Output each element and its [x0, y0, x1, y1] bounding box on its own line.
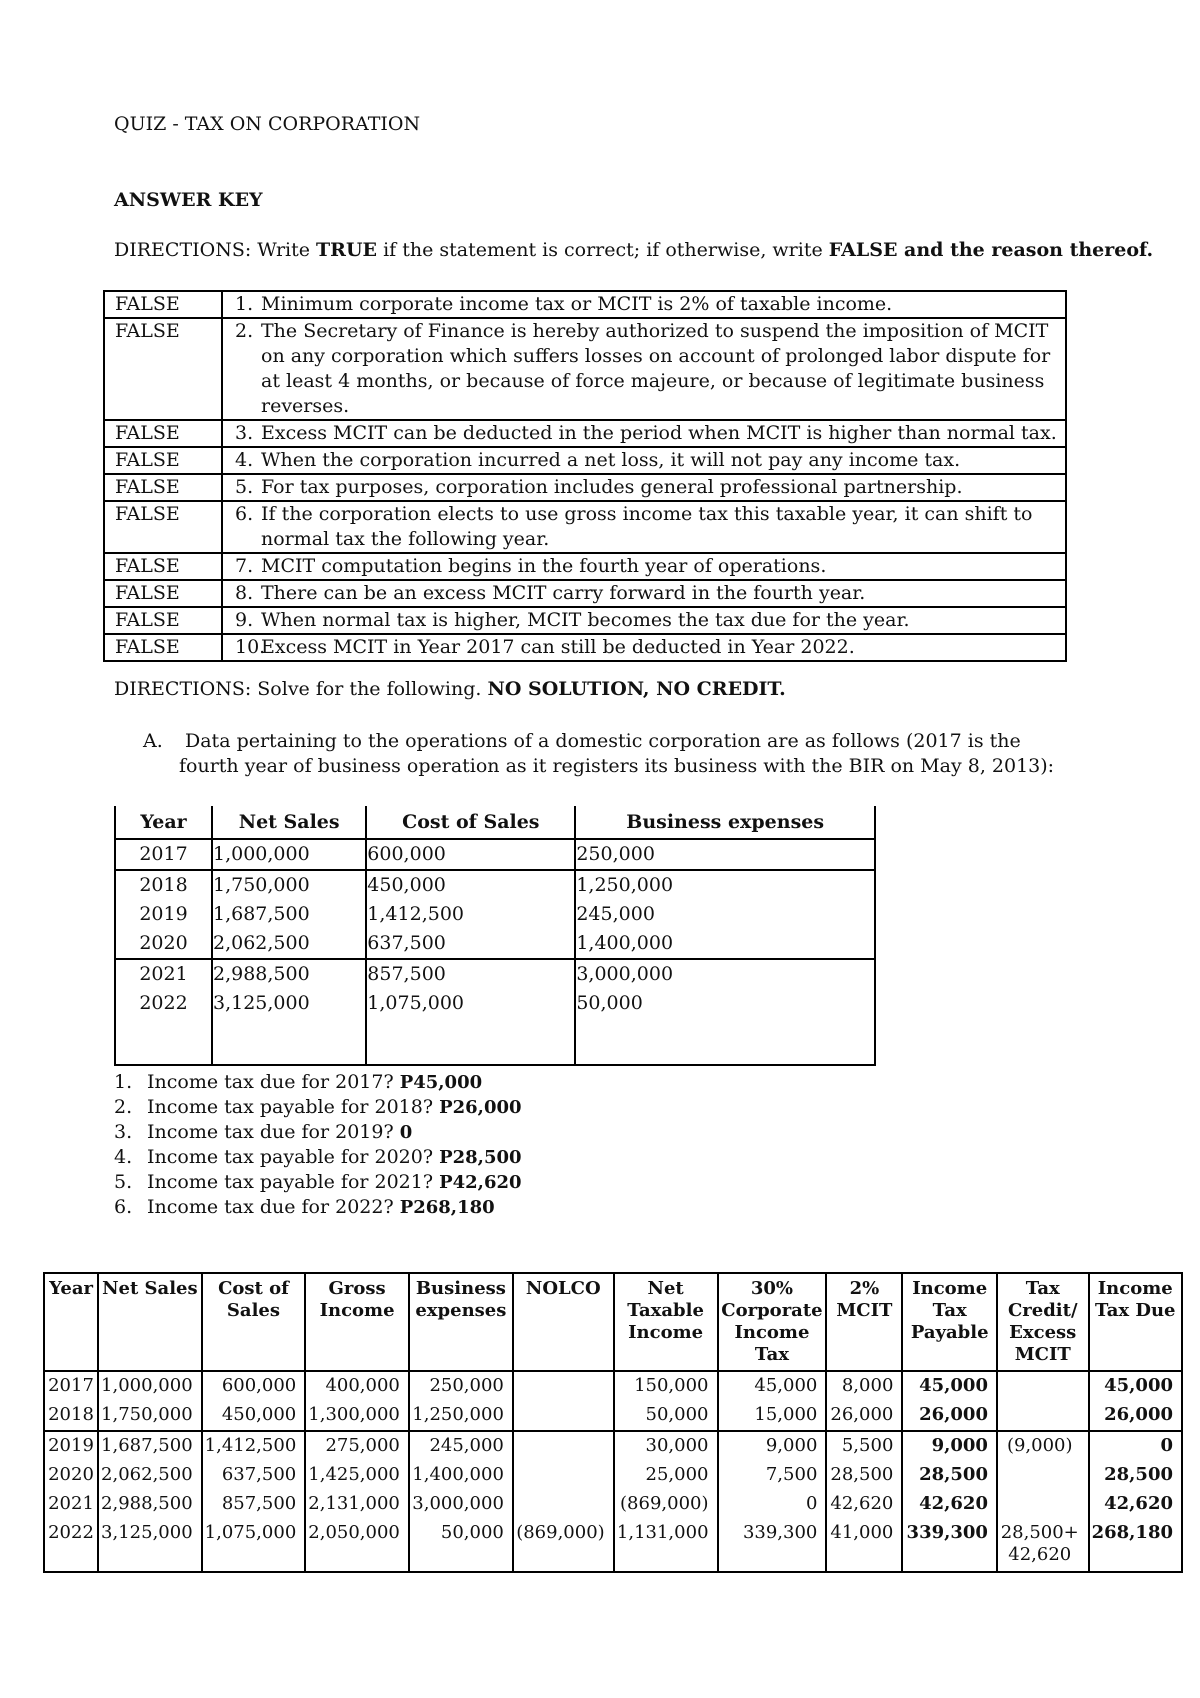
- data-table-cell: 1,412,500: [366, 900, 575, 929]
- data-table-cell: 2021: [115, 959, 212, 989]
- directions-2-prefix: DIRECTIONS: Solve for the following.: [114, 678, 488, 700]
- solution-cell: [513, 1431, 614, 1461]
- solution-header: Income Tax Payable: [902, 1273, 997, 1371]
- tf-answer: FALSE: [104, 420, 222, 447]
- tf-row: [104, 420, 1066, 447]
- question-number: 2.: [114, 1096, 133, 1118]
- solution-cell: 50,000: [409, 1519, 513, 1572]
- solution-cell: 45,000: [902, 1371, 997, 1401]
- solution-cell: 275,000: [305, 1431, 409, 1461]
- data-table-empty-row: [115, 1018, 875, 1065]
- solution-cell: 9,000: [718, 1431, 827, 1461]
- tf-number: 1.: [235, 293, 254, 315]
- tf-statement: [222, 474, 1066, 501]
- tf-number: 5.: [235, 476, 254, 498]
- tf-number: 4.: [235, 449, 254, 471]
- question-answer: P42,620: [439, 1172, 522, 1193]
- tf-number: 6.: [235, 503, 254, 525]
- tf-answer: FALSE: [104, 607, 222, 634]
- solution-cell: [513, 1490, 614, 1519]
- tf-row: [104, 318, 1066, 420]
- data-table-cell: 2,988,500: [212, 959, 366, 989]
- data-table-cell: 2020: [115, 929, 212, 959]
- tf-statement: [222, 553, 1066, 580]
- solution-cell: 30,000: [614, 1431, 718, 1461]
- tf-answer: FALSE: [104, 474, 222, 501]
- solution-cell: 42,620: [1089, 1490, 1182, 1519]
- solution-header: NOLCO: [513, 1273, 614, 1371]
- question-item: [114, 1195, 522, 1220]
- tf-row: [104, 291, 1066, 318]
- true-false-table: [103, 290, 1067, 662]
- solution-cell: 7,500: [718, 1461, 827, 1490]
- data-table-cell: 3,125,000: [212, 989, 366, 1018]
- tf-answer: FALSE: [104, 447, 222, 474]
- data-table-cell: 250,000: [575, 839, 875, 870]
- question-item: [114, 1120, 522, 1145]
- solution-cell: 1,425,000: [305, 1461, 409, 1490]
- solution-cell: 2020: [44, 1461, 98, 1490]
- solution-cell: 1,412,500: [202, 1431, 306, 1461]
- solution-row: [44, 1431, 1182, 1461]
- data-table-cell: 3,000,000: [575, 959, 875, 989]
- tf-text: Minimum corporate income tax or MCIT is 2% of taxable income.: [261, 293, 893, 315]
- data-table-header: Net Sales: [212, 806, 366, 839]
- tf-answer: FALSE: [104, 318, 222, 420]
- problem-a-text: [143, 729, 1083, 779]
- question-answer: 0: [399, 1122, 413, 1143]
- solution-cell: 2019: [44, 1431, 98, 1461]
- directions-1-false: FALSE and the reason thereof.: [828, 239, 1154, 261]
- question-number: 1.: [114, 1071, 133, 1093]
- tf-number: 7.: [235, 555, 254, 577]
- data-table-cell: 2017: [115, 839, 212, 870]
- solution-cell: 268,180: [1089, 1519, 1182, 1572]
- tf-answer: FALSE: [104, 501, 222, 553]
- tf-statement: [222, 447, 1066, 474]
- solution-header: Year: [44, 1273, 98, 1371]
- data-table-cell: 1,750,000: [212, 870, 366, 900]
- solution-cell: 26,000: [1089, 1401, 1182, 1431]
- tf-text: For tax purposes, corporation includes general professional partnership.: [261, 476, 963, 498]
- solution-cell: 2,131,000: [305, 1490, 409, 1519]
- solution-header: Income Tax Due: [1089, 1273, 1182, 1371]
- solution-row: [44, 1490, 1182, 1519]
- tf-number: 9.: [235, 609, 254, 631]
- question-text: Income tax payable for 2021?: [147, 1171, 440, 1193]
- solution-header: Business expenses: [409, 1273, 513, 1371]
- solution-cell: 339,300: [718, 1519, 827, 1572]
- data-table-cell: 1,000,000: [212, 839, 366, 870]
- solution-cell: 400,000: [305, 1371, 409, 1401]
- tf-text: Excess MCIT can be deducted in the period when MCIT is higher than normal tax.: [261, 422, 1057, 444]
- solution-cell: 42,620: [902, 1490, 997, 1519]
- solution-cell: 857,500: [202, 1490, 306, 1519]
- tf-number: 3.: [235, 422, 254, 444]
- solution-cell: 26,000: [902, 1401, 997, 1431]
- question-text: Income tax due for 2017?: [147, 1071, 400, 1093]
- tf-statement: [222, 580, 1066, 607]
- solution-cell: 2021: [44, 1490, 98, 1519]
- solution-cell: 1,750,000: [98, 1401, 202, 1431]
- solution-cell: 42,620: [826, 1490, 902, 1519]
- solution-row: [44, 1519, 1182, 1572]
- solution-cell: [513, 1461, 614, 1490]
- tf-row: [104, 474, 1066, 501]
- directions-1-middle: if the statement is correct; if otherwise, write: [377, 239, 829, 261]
- data-table-cell: 245,000: [575, 900, 875, 929]
- solution-cell: [513, 1401, 614, 1431]
- answer-key-heading: ANSWER KEY: [114, 189, 263, 211]
- data-table-cell: 450,000: [366, 870, 575, 900]
- solution-cell: 2,050,000: [305, 1519, 409, 1572]
- solution-cell: 50,000: [614, 1401, 718, 1431]
- solution-cell: (9,000): [997, 1431, 1089, 1461]
- solution-cell: 0: [1089, 1431, 1182, 1461]
- data-table-cell: 1,687,500: [212, 900, 366, 929]
- solution-header: Tax Credit/ Excess MCIT: [997, 1273, 1089, 1371]
- solution-cell: 1,075,000: [202, 1519, 306, 1572]
- tf-text: If the corporation elects to use gross income tax this taxable year, it can shift to normal tax the following year.: [261, 503, 1033, 550]
- tf-statement: [222, 607, 1066, 634]
- tf-text: When normal tax is higher, MCIT becomes the tax due for the year.: [261, 609, 910, 631]
- data-table-cell: 637,500: [366, 929, 575, 959]
- data-table-row: [115, 989, 875, 1018]
- tf-statement: [222, 634, 1066, 661]
- data-table-header: Year: [115, 806, 212, 839]
- tf-row: [104, 634, 1066, 661]
- solution-cell: 26,000: [826, 1401, 902, 1431]
- directions-1-true: TRUE: [316, 239, 378, 261]
- data-table-cell: 600,000: [366, 839, 575, 870]
- solution-cell: 637,500: [202, 1461, 306, 1490]
- tf-statement: [222, 501, 1066, 553]
- solution-cell: 45,000: [718, 1371, 827, 1401]
- solution-row: [44, 1401, 1182, 1431]
- tf-statement: [222, 291, 1066, 318]
- tf-row: [104, 553, 1066, 580]
- data-table-cell: 2022: [115, 989, 212, 1018]
- solution-cell: 2022: [44, 1519, 98, 1572]
- solution-cell: 600,000: [202, 1371, 306, 1401]
- question-item: [114, 1095, 522, 1120]
- tf-answer: FALSE: [104, 553, 222, 580]
- solution-cell: 41,000: [826, 1519, 902, 1572]
- solution-cell: 1,250,000: [409, 1401, 513, 1431]
- tf-text: There can be an excess MCIT carry forward in the fourth year.: [261, 582, 866, 604]
- solution-cell: 1,400,000: [409, 1461, 513, 1490]
- data-table-header: Business expenses: [575, 806, 875, 839]
- directions-1-prefix: DIRECTIONS: Write: [114, 239, 317, 261]
- solution-cell: 2,988,500: [98, 1490, 202, 1519]
- solution-cell: 0: [718, 1490, 827, 1519]
- solution-cell: 28,500+ 42,620: [997, 1519, 1089, 1572]
- solution-header: Cost of Sales: [202, 1273, 306, 1371]
- solution-cell: 450,000: [202, 1401, 306, 1431]
- solution-cell: 9,000: [902, 1431, 997, 1461]
- question-item: [114, 1070, 522, 1095]
- solution-cell: 1,687,500: [98, 1431, 202, 1461]
- tf-statement: [222, 420, 1066, 447]
- data-table-cell: 1,400,000: [575, 929, 875, 959]
- tf-text: The Secretary of Finance is hereby authorized to suspend the imposition of MCIT on any corporation which suffers losses on account of prolonged labor dispute for at least 4 months, or because of force majeure, or because of legitimate business reverses.: [261, 320, 1051, 417]
- directions-2: [114, 678, 786, 700]
- tf-answer: FALSE: [104, 580, 222, 607]
- question-text: Income tax payable for 2018?: [147, 1096, 440, 1118]
- solution-cell: [513, 1371, 614, 1401]
- solution-cell: [997, 1490, 1089, 1519]
- tf-text: MCIT computation begins in the fourth year of operations.: [261, 555, 827, 577]
- question-number: 6.: [114, 1196, 133, 1218]
- tf-row: [104, 501, 1066, 553]
- question-item: [114, 1170, 522, 1195]
- data-table-row: [115, 959, 875, 989]
- solution-cell: 28,500: [902, 1461, 997, 1490]
- solution-header: Gross Income: [305, 1273, 409, 1371]
- solution-header: Net Sales: [98, 1273, 202, 1371]
- question-text: Income tax payable for 2020?: [147, 1146, 440, 1168]
- directions-1: [114, 239, 1153, 261]
- solution-cell: [997, 1401, 1089, 1431]
- tf-answer: FALSE: [104, 634, 222, 661]
- solution-cell: 28,500: [1089, 1461, 1182, 1490]
- solution-cell: 5,500: [826, 1431, 902, 1461]
- solution-cell: 8,000: [826, 1371, 902, 1401]
- tf-number: 2.: [235, 320, 254, 342]
- tf-row: [104, 580, 1066, 607]
- data-table-empty-cell: [366, 1018, 575, 1065]
- question-number: 5.: [114, 1171, 133, 1193]
- data-table-empty-cell: [575, 1018, 875, 1065]
- question-number: 4.: [114, 1146, 133, 1168]
- question-text: Income tax due for 2022?: [147, 1196, 400, 1218]
- data-table-header: Cost of Sales: [366, 806, 575, 839]
- solution-header: 30% Corporate Income Tax: [718, 1273, 827, 1371]
- solution-cell: 250,000: [409, 1371, 513, 1401]
- data-table-cell: 1,075,000: [366, 989, 575, 1018]
- page-title: QUIZ - TAX ON CORPORATION: [114, 113, 421, 135]
- data-table-cell: 2018: [115, 870, 212, 900]
- solution-cell: 245,000: [409, 1431, 513, 1461]
- question-answer: P26,000: [439, 1097, 522, 1118]
- solution-cell: 1,300,000: [305, 1401, 409, 1431]
- question-number: 3.: [114, 1121, 133, 1143]
- tf-text: When the corporation incurred a net loss, it will not pay any income tax.: [261, 449, 961, 471]
- question-text: Income tax due for 2019?: [147, 1121, 400, 1143]
- data-table-cell: 2,062,500: [212, 929, 366, 959]
- solution-cell: 45,000: [1089, 1371, 1182, 1401]
- solution-cell: [997, 1371, 1089, 1401]
- data-table-row: [115, 870, 875, 900]
- problem-a-label: A.: [143, 730, 163, 752]
- solution-cell: 15,000: [718, 1401, 827, 1431]
- tf-row: [104, 607, 1066, 634]
- solution-row: [44, 1371, 1182, 1401]
- question-list: [114, 1070, 522, 1220]
- solution-cell: 150,000: [614, 1371, 718, 1401]
- solution-cell: 2018: [44, 1401, 98, 1431]
- tf-answer: FALSE: [104, 291, 222, 318]
- solution-header: 2% MCIT: [826, 1273, 902, 1371]
- data-table-row: [115, 839, 875, 870]
- tf-statement: [222, 318, 1066, 420]
- data-table: [114, 806, 876, 1066]
- data-table-row: [115, 900, 875, 929]
- question-answer: P45,000: [399, 1072, 483, 1093]
- solution-header: Net Taxable Income: [614, 1273, 718, 1371]
- data-table-cell: 857,500: [366, 959, 575, 989]
- solution-cell: 2,062,500: [98, 1461, 202, 1490]
- question-answer: P268,180: [399, 1197, 495, 1218]
- tf-row: [104, 447, 1066, 474]
- solution-cell: (869,000): [513, 1519, 614, 1572]
- data-table-empty-cell: [212, 1018, 366, 1065]
- solution-cell: 28,500: [826, 1461, 902, 1490]
- data-table-empty-cell: [115, 1018, 212, 1065]
- question-answer: P28,500: [439, 1147, 522, 1168]
- solution-cell: 3,000,000: [409, 1490, 513, 1519]
- directions-2-bold: NO SOLUTION, NO CREDIT.: [487, 678, 786, 700]
- data-table-cell: 2019: [115, 900, 212, 929]
- data-table-row: [115, 929, 875, 959]
- question-item: [114, 1145, 522, 1170]
- tf-number: 10.: [235, 636, 266, 658]
- solution-cell: 339,300: [902, 1519, 997, 1572]
- solution-cell: 25,000: [614, 1461, 718, 1490]
- solution-cell: 1,131,000: [614, 1519, 718, 1572]
- tf-text: Excess MCIT in Year 2017 can still be deducted in Year 2022.: [261, 636, 855, 658]
- solution-cell: 3,125,000: [98, 1519, 202, 1572]
- data-table-cell: 1,250,000: [575, 870, 875, 900]
- solution-row: [44, 1461, 1182, 1490]
- solution-cell: (869,000): [614, 1490, 718, 1519]
- solution-cell: [997, 1461, 1089, 1490]
- solution-cell: 1,000,000: [98, 1371, 202, 1401]
- solution-table: [43, 1272, 1183, 1573]
- problem-a-body: Data pertaining to the operations of a domestic corporation are as follows (2017 is the fourth year of business operation as it registers its business with the BIR on May 8, 2013):: [179, 730, 1055, 777]
- solution-cell: 2017: [44, 1371, 98, 1401]
- problem-a: [143, 729, 1083, 779]
- tf-number: 8.: [235, 582, 254, 604]
- data-table-cell: 50,000: [575, 989, 875, 1018]
